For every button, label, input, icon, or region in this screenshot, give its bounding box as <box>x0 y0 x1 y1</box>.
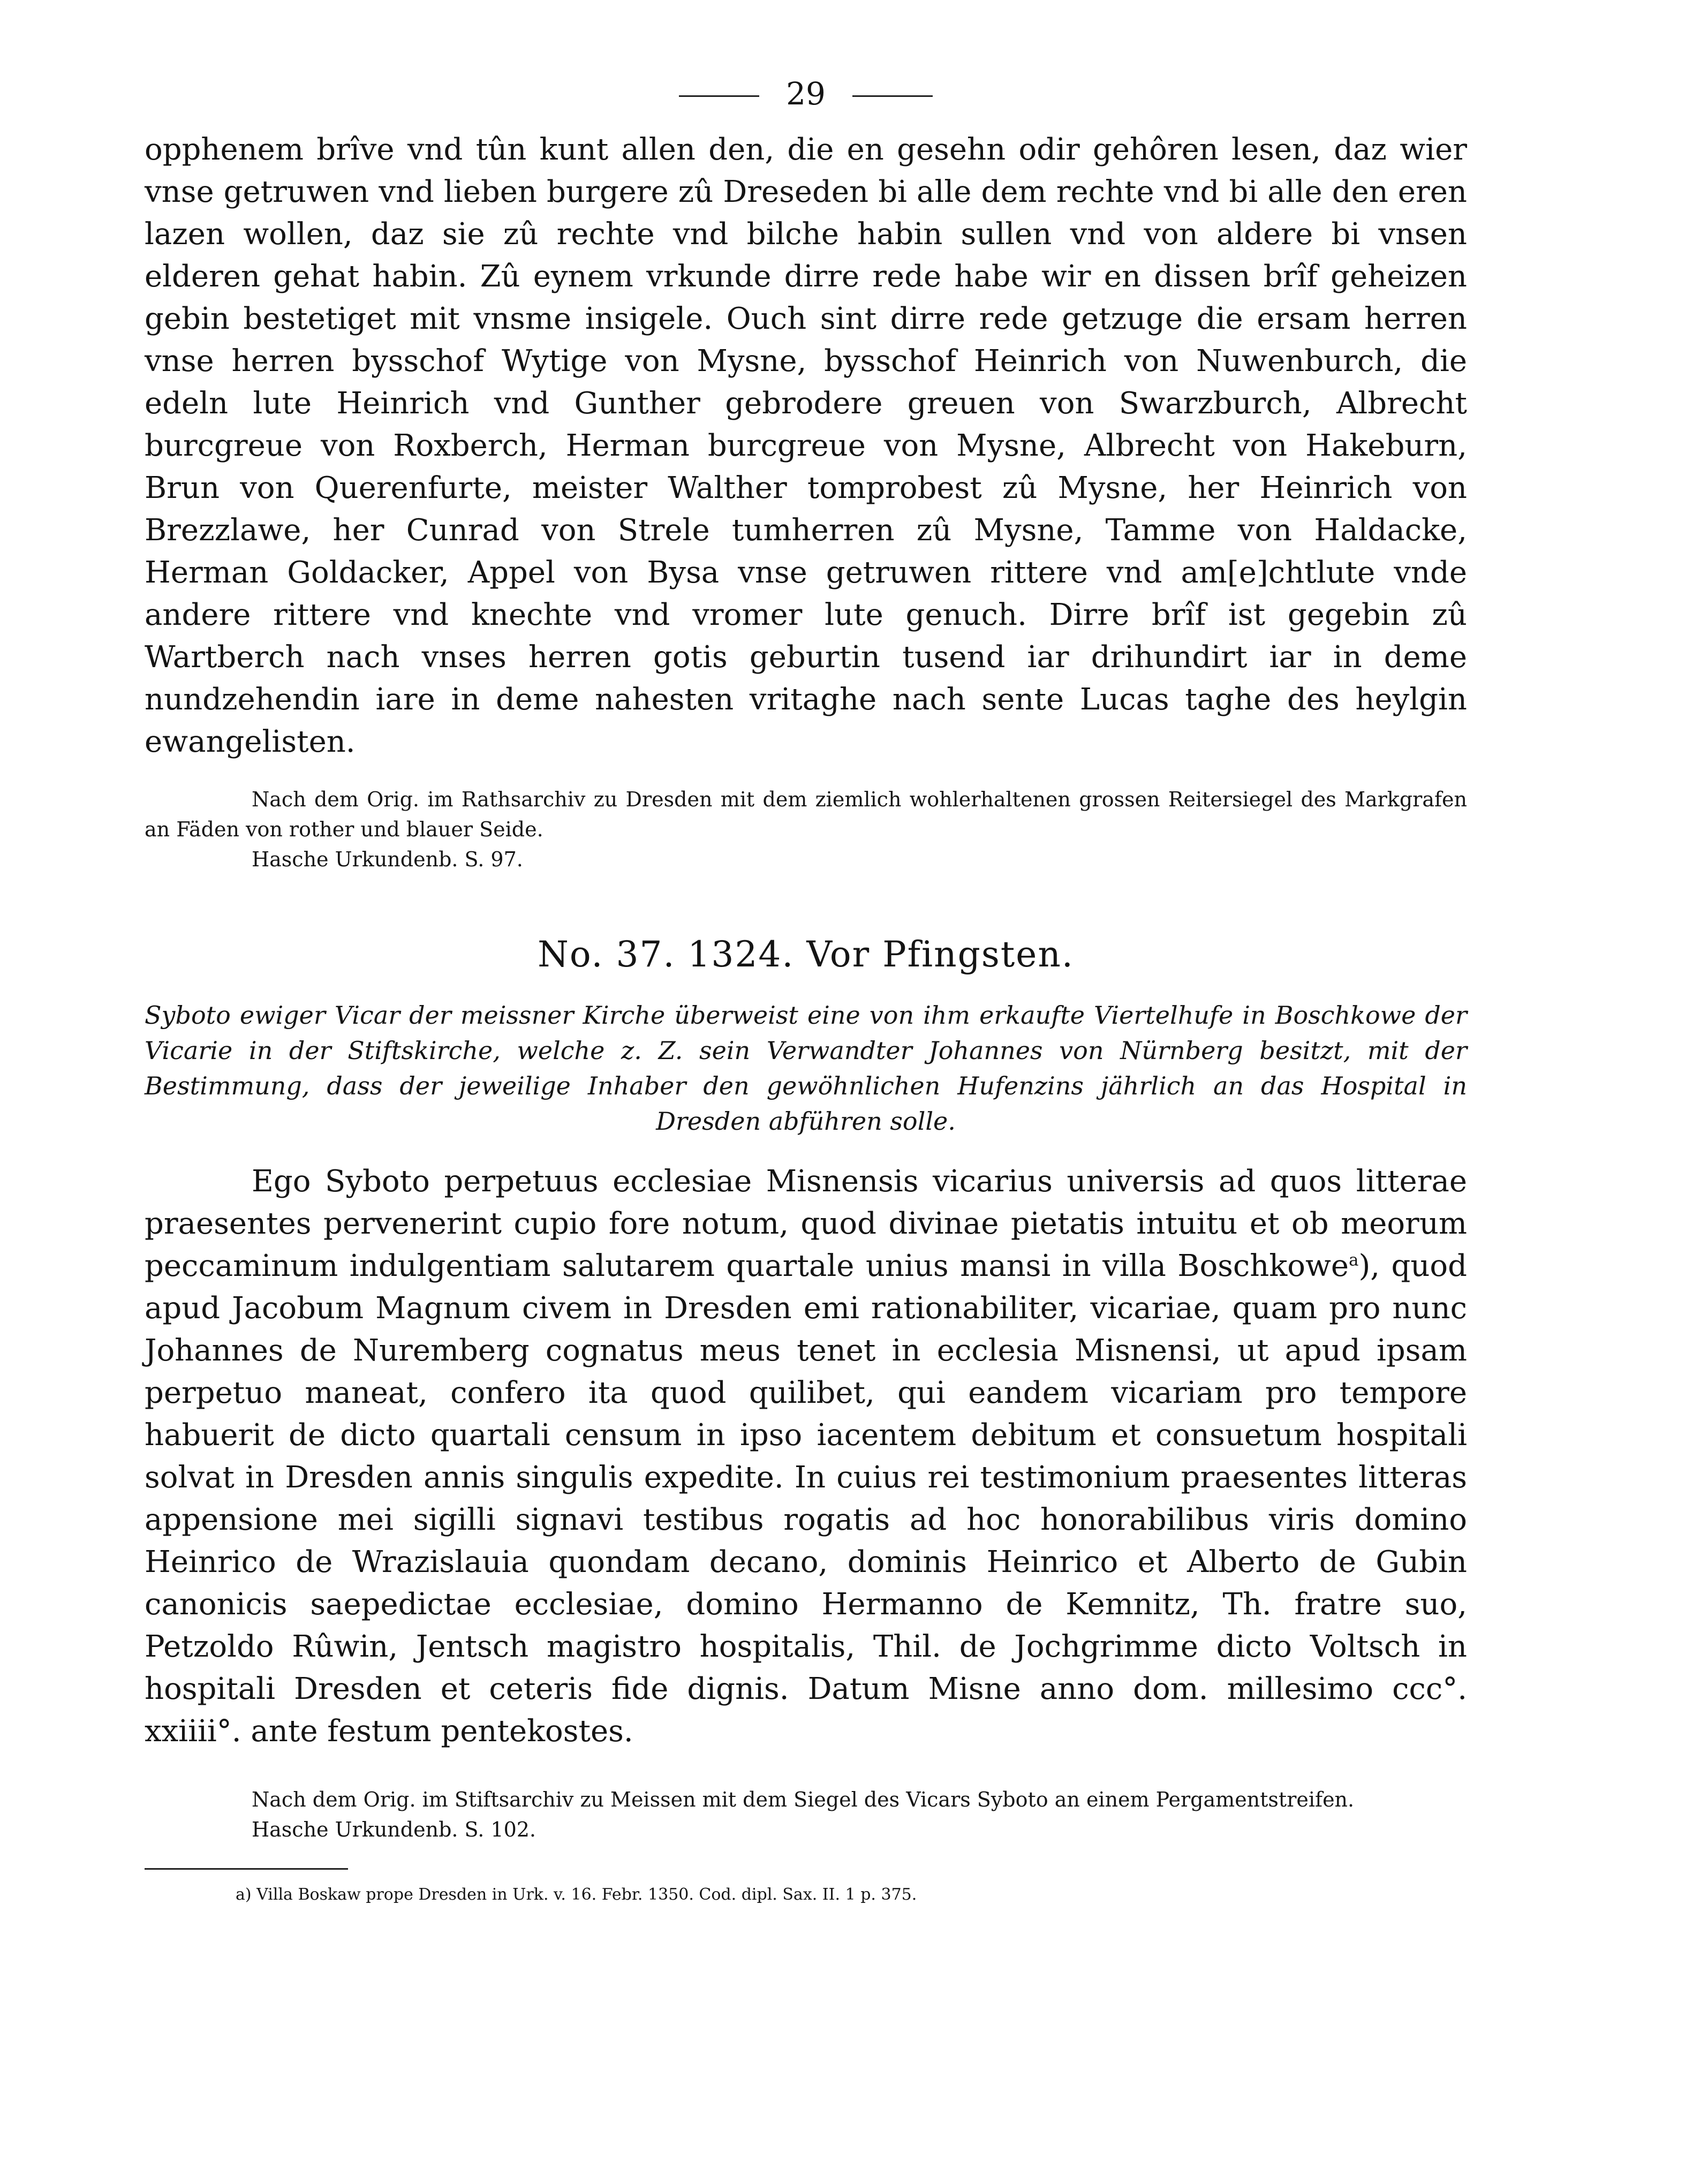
document-37-heading: No. 37. 1324. Vor Pfingsten. <box>538 934 1074 975</box>
footnote-a: a) Villa Boskaw prope Dresden in Urk. v. 16. Febr. 1350. Cod. dipl. Sax. II. 1 p. 375. <box>236 1885 917 1904</box>
footnote-rule <box>145 1868 348 1870</box>
document-36-text: opphenem brîve vnd tûn kunt allen den, die en gesehn odir gehôren lesen, daz wier vnse getruwen vnd lieben burgere zû Dreseden bi alle dem rechte vnd bi alle den eren lazen wollen, daz sie zû rechte vnd bilche habin sullen vnd von aldere bi vnsen elderen gehat habin. Zû eynem vrkunde dirre rede habe wir en dissen brîf geheizen gebin bestetiget mit vnsme insigele. Ouch sint dirre rede getzuge die ersam herren vnse herren bysschof Wytige von Mysne, bysschof Heinrich von Nuwenburch, die edeln lute Heinrich vnd Gunther gebrodere greuen von Swarzburch, Albrecht burcgreue von Roxberch, Herman burcgreue von Mysne, Albrecht von Hakeburn, Brun von Querenfurte, meister Walther tomprobest zû Mysne, her Heinrich von Brezzlawe, her Cunrad von Strele tumherren zû Mysne, Tamme von Haldacke, Herman Goldacker, Appel von Bysa vnse getruwen rittere vnd am[e]chtlute vnde andere rittere vnd knechte vnd vromer lute genuch. Dirre brîf ist gegebin zû Wartberch nach vnses herren gotis geburtin tusend iar drihundirt iar in deme nundzehendin iare in deme nahesten vritaghe nach sente Lucas taghe des heylgin ewangelisten. <box>145 132 1467 759</box>
document-page <box>145 70 1467 1907</box>
document-36-source-note: Nach dem Orig. im Rathsarchiv zu Dresden mit dem ziemlich wohlerhaltenen grossen Reitersiegel des Markgrafen an Fäden von rother und blauer Seide. <box>145 788 1467 841</box>
page-number-dash-left <box>679 95 759 97</box>
footnote-marker: a <box>1349 1250 1359 1270</box>
document-37-text-part1: Ego Syboto perpetuus ecclesiae Misnensis vicarius universis ad quos litterae praesentes pervenerint cupio fore notum, quod divinae pietatis intuitu et ob meorum peccaminum indulgentiam salutarem quartale unius mansi in villa Boschkowe <box>145 1164 1467 1283</box>
document-37-summary: Syboto ewiger Vicar der meissner Kirche überweist eine von ihm erkaufte Viertelhufe in Boschkowe der Vicarie in der Stiftskirche, welche z. Z. sein Verwandter Johannes von Nürnberg besitzt, mit der Bestimmung, dass der jeweilige Inhaber den gewöhnlichen Hufenzins jährlich an das Hospital in Dresden abführen solle. <box>145 1001 1467 1136</box>
document-37-source-note: Nach dem Orig. im Stiftsarchiv zu Meissen mit dem Siegel des Vicars Syboto an einem Pergamentstreifen. <box>252 1788 1355 1811</box>
document-37-text <box>145 1160 1467 1752</box>
document-36-reference-note: Hasche Urkundenb. S. 97. <box>252 848 523 871</box>
document-37-text-part2: ), quod apud Jacobum Magnum civem in Dresden emi rationabiliter, vicariae, quam pro nunc Johannes de Nuremberg cognatus meus tenet in ecclesia Misnensi, ut apud ipsam perpetuo maneat, confero ita quod quilibet, qui eandem vicariam pro tempore habuerit de dicto quartali censum in ipso iacentem debitum et consuetum hospitali solvat in Dresden annis singulis expedite. In cuius rei testimonium praesentes litteras appensione mei sigilli signavi testibus rogatis ad hoc honorabilibus viris domino Heinrico de Wrazislauia quondam decano, dominis Heinrico et Alberto de Gubin canonicis saepedictae ecclesiae, domino Hermanno de Kemnitz, Th. fratre suo, Petzoldo Rûwin, Jentsch magistro hospitalis, Thil. de Jochgrimme dicto Voltsch in hospitali Dresden et ceteris fide dignis. Datum Misne anno dom. millesimo ccc°. xxiiii°. ante festum pentekostes. <box>145 1249 1467 1749</box>
page-number-line <box>145 70 1467 118</box>
document-37-reference-note: Hasche Urkundenb. S. 102. <box>252 1818 536 1841</box>
page-number: 29 <box>786 75 826 112</box>
page-number-dash-right <box>852 95 933 97</box>
